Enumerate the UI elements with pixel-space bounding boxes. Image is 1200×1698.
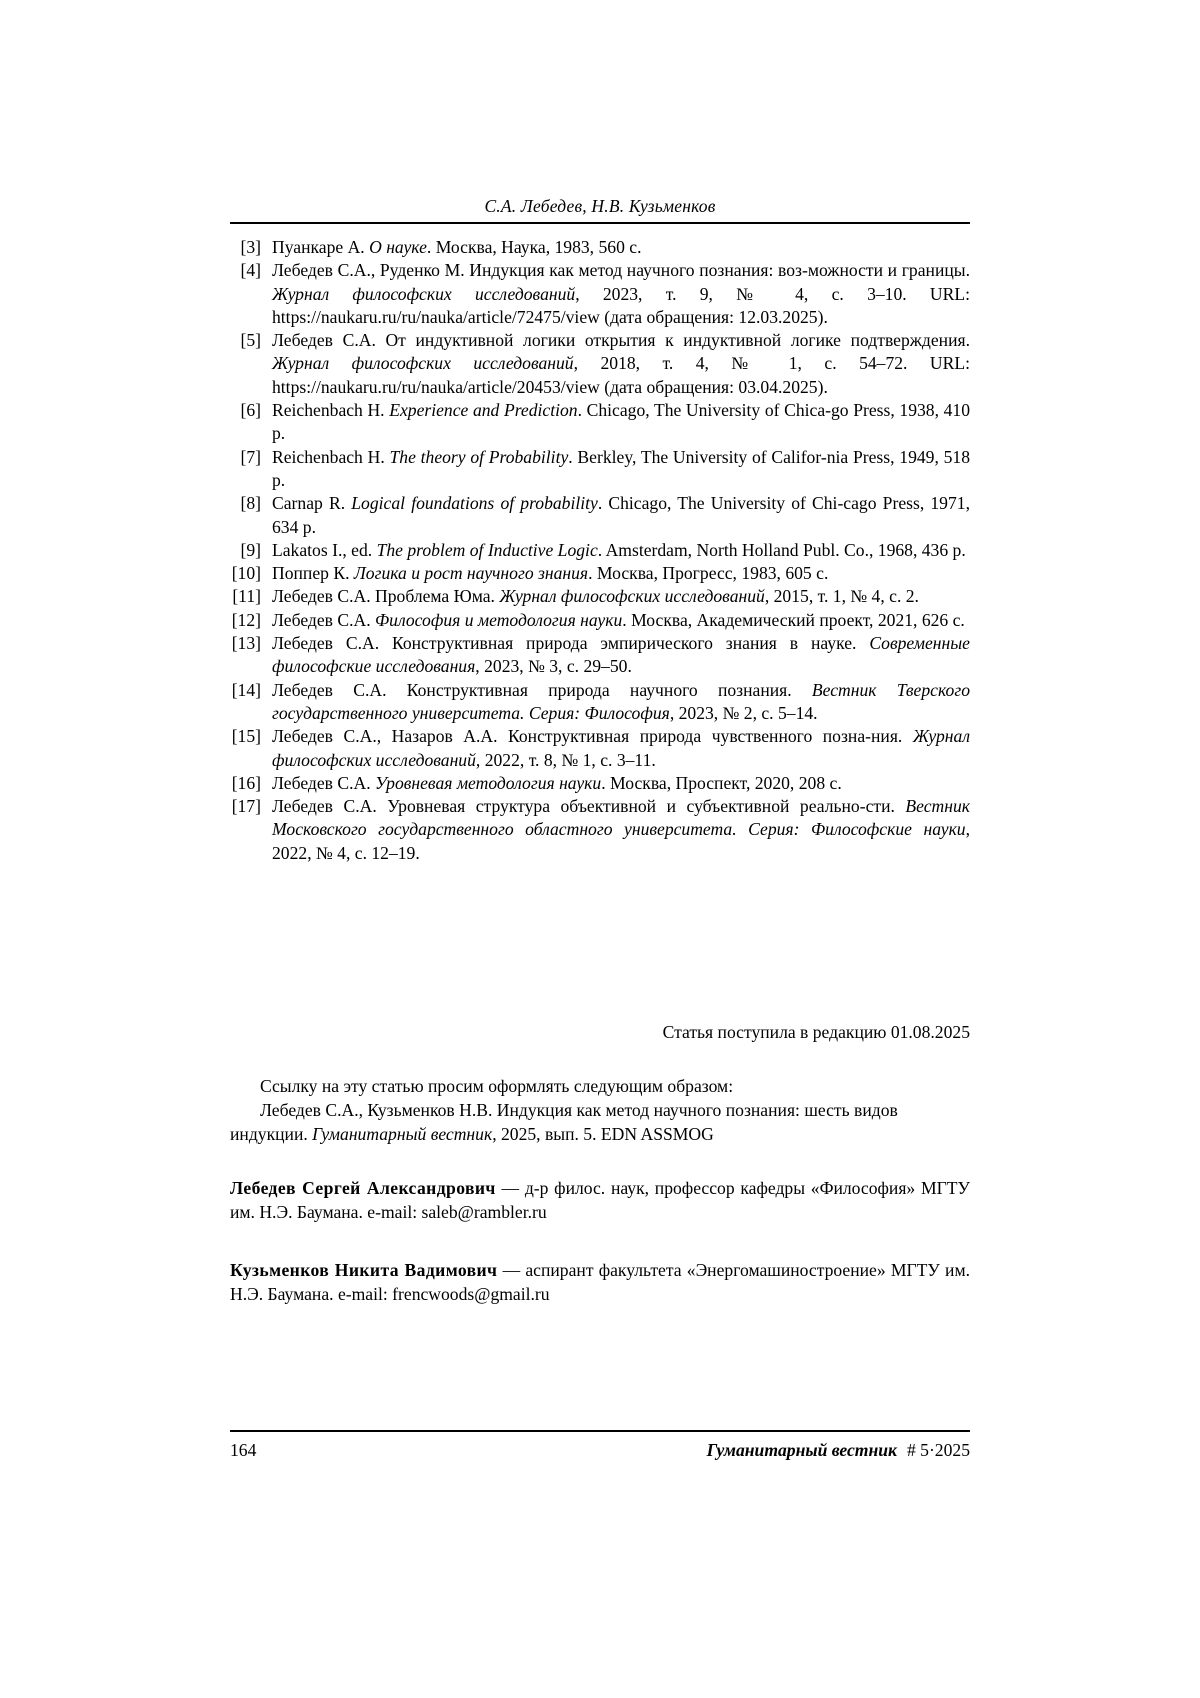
reference-text <box>272 399 970 446</box>
reference-title-italic: Вестник Московского государственного областного университета. Серия: Философские науки <box>272 796 970 840</box>
reference-text <box>272 446 970 493</box>
footer-right <box>707 1440 970 1461</box>
reference-text <box>272 585 970 608</box>
reference-number: [4] <box>240 260 261 281</box>
reference-item <box>230 399 970 446</box>
reference-text <box>272 539 970 562</box>
reference-text <box>272 679 970 726</box>
reference-item <box>230 772 970 795</box>
reference-title-italic: Современные философские исследования <box>272 633 970 677</box>
reference-title-italic: Experience and Prediction <box>389 400 578 421</box>
citation-block <box>230 1075 970 1147</box>
reference-text-part: . Amsterdam, North Holland Publ. Co., 1968, 436 p. <box>597 539 966 560</box>
footer-journal-title: Гуманитарный вестник <box>706 1440 897 1460</box>
reference-title-italic: Журнал философских исследований <box>272 283 576 304</box>
citation-text-1: Лебедев С.А., Кузьменков Н.В. Индукция как метод научного познания: шесть видов индукции. <box>230 1099 898 1144</box>
citation-text-2: , 2025, вып. 5. EDN ASSMOG <box>492 1123 714 1144</box>
reference-number: [12] <box>231 609 261 630</box>
reference-item <box>230 725 970 772</box>
reference-number: [3] <box>240 237 261 257</box>
reference-item <box>230 632 970 679</box>
reference-text-part: Лебедев С.А. От индуктивной логики открытия к индуктивной логике подтверждения. <box>272 330 970 351</box>
running-head: С.А. Лебедев, Н.В. Кузьменков <box>484 196 716 216</box>
reference-number: [14] <box>231 679 261 700</box>
reference-title-italic: Вестник Тверского государственного университета. Серия: Философия <box>272 679 970 723</box>
reference-list <box>230 236 970 865</box>
reference-text <box>272 492 970 539</box>
reference-text-part: Лебедев С.А. Проблема Юма. <box>272 586 500 607</box>
reference-text-part: , 2018, т. 4, № 1, с. 54–72. URL: https://naukaru.ru/ru/nauka/article/20453/view (дата обращения: 03.04.2025). <box>272 353 971 397</box>
reference-text-part: Лебедев С.А. Уровневая структура объективной и субъективной реально-сти. <box>272 796 906 817</box>
reference-text-part: . Chicago, The University of Chica-go Press, 1938, 410 p. <box>272 400 970 444</box>
reference-number: [15] <box>231 726 261 747</box>
citation-journal: Гуманитарный вестник <box>312 1123 493 1144</box>
reference-text <box>272 795 970 865</box>
reference-item <box>230 329 970 399</box>
reference-text-part: , 2023, т. 9, № 4, с. 3–10. URL: https://naukaru.ru/ru/nauka/article/72475/view (дата обращения: 12.03.2025). <box>272 283 970 327</box>
reference-number: [8] <box>240 493 261 514</box>
author-name-1: Лебедев Сергей Александрович <box>230 1178 496 1198</box>
reference-text-part: Пуанкаре А. <box>272 237 370 257</box>
reference-item <box>230 259 970 329</box>
author-bio-2 <box>230 1259 970 1307</box>
reference-text <box>272 562 970 585</box>
reference-text <box>272 236 970 259</box>
reference-item <box>230 609 970 632</box>
reference-text-part: , 2023, № 3, с. 29–50. <box>475 656 632 677</box>
reference-text <box>272 259 970 329</box>
citation-line <box>230 1099 970 1147</box>
reference-text-part: Lakatos I., ed. <box>272 539 377 560</box>
reference-number: [16] <box>231 772 261 793</box>
reference-item <box>230 585 970 608</box>
page-footer <box>230 1440 970 1461</box>
reference-text-part: Reichenbach H. <box>272 446 390 467</box>
reference-text-part: Carnap R. <box>272 493 352 514</box>
reference-number: [17] <box>231 796 261 817</box>
reference-text-part: Reichenbach H. <box>272 400 390 421</box>
reference-text <box>272 772 970 795</box>
received-date: Статья поступила в редакцию 01.08.2025 <box>662 1022 970 1042</box>
reference-title-italic: Философия и методология науки <box>375 609 623 630</box>
reference-text-part: , 2023, № 2, с. 5–14. <box>669 702 818 723</box>
reference-text-part: . Berkley, The University of Califor-nia Press, 1949, 518 p. <box>272 446 971 490</box>
reference-text-part: Лебедев С.А., Руденко М. Индукция как метод научного познания: воз-можности и границы. <box>272 260 970 281</box>
reference-item <box>230 492 970 539</box>
reference-text-part: . Chicago, The University of Chi-cago Press, 1971, 634 p. <box>272 493 970 537</box>
reference-number: [5] <box>240 330 261 351</box>
reference-title-italic: Журнал философских исследований <box>499 586 765 607</box>
reference-number: [13] <box>231 633 261 654</box>
reference-item <box>230 795 970 865</box>
author-details-1: — д-р филос. наук, профессор кафедры «Философия» МГТУ им. Н.Э. Баумана. e-mail: saleb@rambler.ru <box>230 1178 970 1222</box>
reference-title-italic: О науке <box>369 237 427 257</box>
reference-text-part: Лебедев С.А. <box>272 609 376 630</box>
reference-item <box>230 539 970 562</box>
reference-text <box>272 329 970 399</box>
reference-text-part: Лебедев С.А. Конструктивная природа эмпирического знания в науке. <box>272 633 870 654</box>
reference-title-italic: Журнал философских исследований <box>272 353 574 374</box>
reference-title-italic: The problem of Inductive Logic <box>376 539 598 560</box>
reference-item <box>230 562 970 585</box>
footer-issue: # 5·2025 <box>906 1440 970 1460</box>
reference-text-part: . Москва, Академический проект, 2021, 626 с. <box>622 609 965 630</box>
reference-text-part: , 2022, № 4, с. 12–19. <box>272 819 970 863</box>
author-name-2: Кузьменков Никита Вадимович <box>230 1260 498 1280</box>
reference-text-part: Лебедев С.А., Назаров А.А. Конструктивная природа чувственного позна-ния. <box>272 726 913 747</box>
reference-title-italic: Журнал философских исследований <box>272 726 970 770</box>
reference-number: [11] <box>232 586 261 607</box>
reference-number: [7] <box>240 446 261 467</box>
reference-text-part: Лебедев С.А. <box>272 772 376 793</box>
header-rule <box>230 222 970 224</box>
page-number: 164 <box>230 1440 257 1460</box>
reference-title-italic: The theory of Probability <box>389 446 569 467</box>
reference-item <box>230 236 970 259</box>
reference-title-italic: Логика и рост научного знания <box>353 563 589 584</box>
reference-text-part: . Москва, Наука, 1983, 560 с. <box>426 237 642 257</box>
reference-text-part: Лебедев С.А. Конструктивная природа научного познания. <box>272 679 812 700</box>
reference-text-part: . Москва, Проспект, 2020, 208 с. <box>601 772 842 793</box>
reference-number: [6] <box>240 400 261 421</box>
reference-number: [10] <box>231 563 261 584</box>
footer-rule <box>230 1430 970 1432</box>
reference-text <box>272 609 970 632</box>
reference-item <box>230 679 970 726</box>
reference-text-part: . Москва, Прогресс, 1983, 605 с. <box>588 563 829 584</box>
reference-text-part: Поппер К. <box>272 563 354 584</box>
reference-text-part: , 2015, т. 1, № 4, с. 2. <box>764 586 919 607</box>
author-details-2: — аспирант факультета «Энергомашиностроение» МГТУ им. Н.Э. Баумана. e-mail: frencwoods@gmail.ru <box>230 1260 971 1304</box>
reference-text <box>272 632 970 679</box>
reference-title-italic: Уровневая методология науки <box>375 772 602 793</box>
reference-text <box>272 725 970 772</box>
author-bio-1 <box>230 1177 970 1225</box>
citation-intro: Ссылку на эту статью просим оформлять следующим образом: <box>260 1076 734 1096</box>
reference-item <box>230 446 970 493</box>
reference-text-part: , 2022, т. 8, № 1, с. 3–11. <box>475 749 656 770</box>
reference-title-italic: Logical foundations of probability <box>351 493 598 514</box>
reference-number: [9] <box>240 539 261 560</box>
